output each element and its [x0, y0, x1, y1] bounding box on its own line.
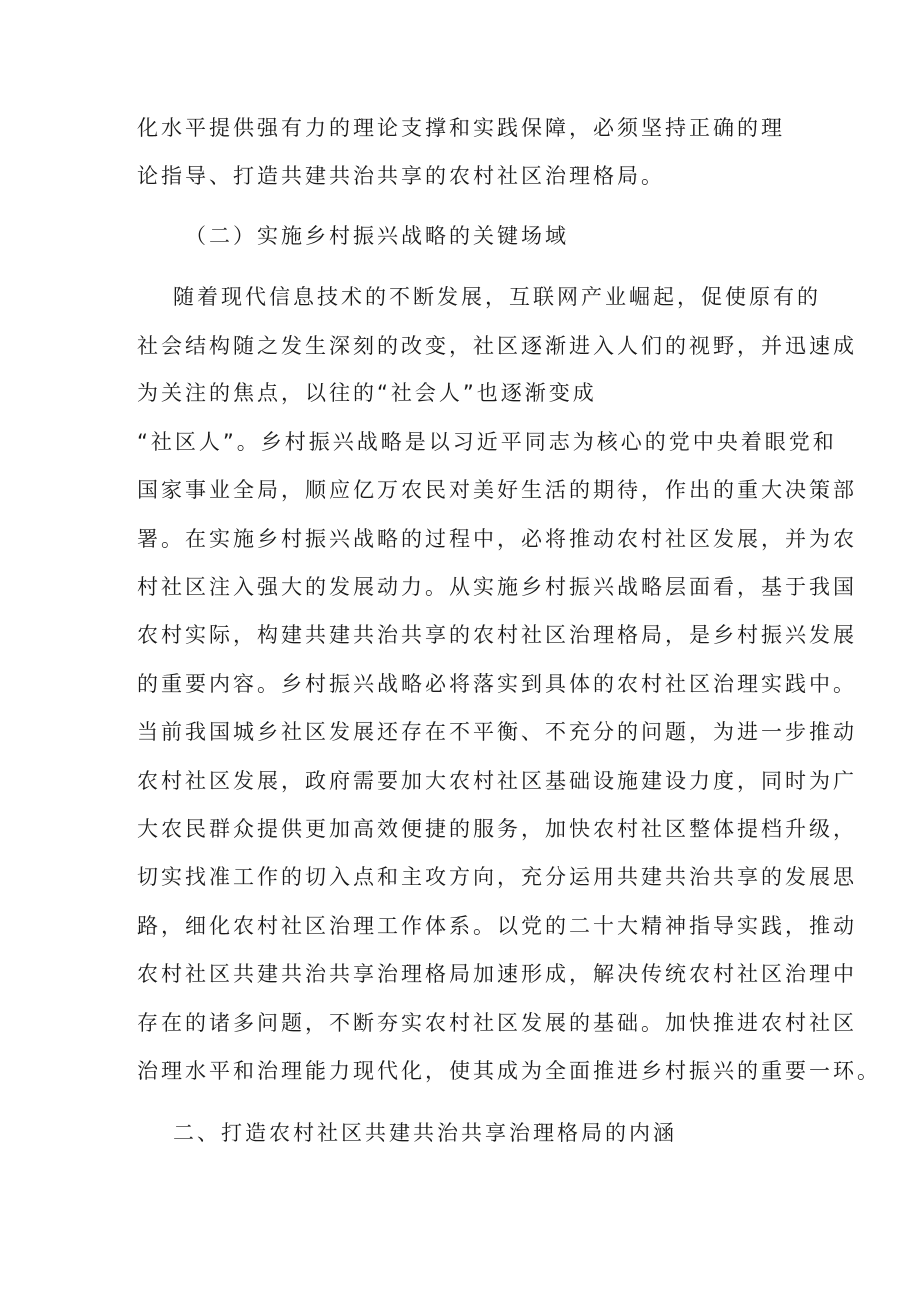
paragraph-line: 农村实际，构建共建共治共享的农村社区治理格局，是乡村振兴发展 — [137, 623, 857, 647]
paragraph-line: 农村社区发展，政府需要加大农村社区基础设施建设力度，同时为广 — [137, 769, 857, 793]
paragraph-line: 为关注的焦点，以往的“社会人”也逐渐变成 — [137, 381, 597, 405]
paragraph-line: “社区人”。乡村振兴战略是以习近平同志为核心的党中央着眼党和 — [137, 430, 837, 454]
paragraph-line: 大农民群众提供更加高效便捷的服务，加快农村社区整体提档升级， — [137, 817, 857, 841]
paragraph-line: 村社区注入强大的发展动力。从实施乡村振兴战略层面看，基于我国 — [137, 575, 857, 599]
paragraph-line: 的重要内容。乡村振兴战略必将落实到具体的农村社区治理实践中。 — [137, 672, 857, 696]
paragraph-line: 当前我国城乡社区发展还存在不平衡、不充分的问题，为进一步推动 — [137, 720, 857, 744]
paragraph-line: 切实找准工作的切入点和主攻方向，充分运用共建共治共享的发展思 — [137, 865, 857, 889]
section-heading: 二、打造农村社区共建共治共享治理格局的内涵 — [173, 1121, 677, 1145]
paragraph-line: 化水平提供强有力的理论支撑和实践保障，必须坚持正确的理 — [137, 116, 785, 140]
paragraph-line: 论指导、打造共建共治共享的农村社区治理格局。 — [137, 164, 665, 188]
paragraph-line: 署。在实施乡村振兴战略的过程中，必将推动农村社区发展，并为农 — [137, 527, 857, 551]
paragraph-line: 治理水平和治理能力现代化，使其成为全面推进乡村振兴的重要一环。 — [137, 1059, 881, 1083]
paragraph-line: 存在的诸多问题，不断夯实农村社区发展的基础。加快推进农村社区 — [137, 1011, 857, 1035]
paragraph-line: 随着现代信息技术的不断发展，互联网产业崛起，促使原有的 — [173, 285, 821, 309]
paragraph-line: 农村社区共建共治共享治理格局加速形成，解决传统农村社区治理中 — [137, 962, 857, 986]
subheading: （二）实施乡村振兴战略的关键场域 — [185, 224, 569, 248]
paragraph-line: 国家事业全局，顺应亿万农民对美好生活的期待，作出的重大决策部 — [137, 478, 857, 502]
paragraph-line: 路，细化农村社区治理工作体系。以党的二十大精神指导实践，推动 — [137, 914, 857, 938]
paragraph-line: 社会结构随之发生深刻的改变，社区逐渐进入人们的视野，并迅速成 — [137, 334, 857, 358]
